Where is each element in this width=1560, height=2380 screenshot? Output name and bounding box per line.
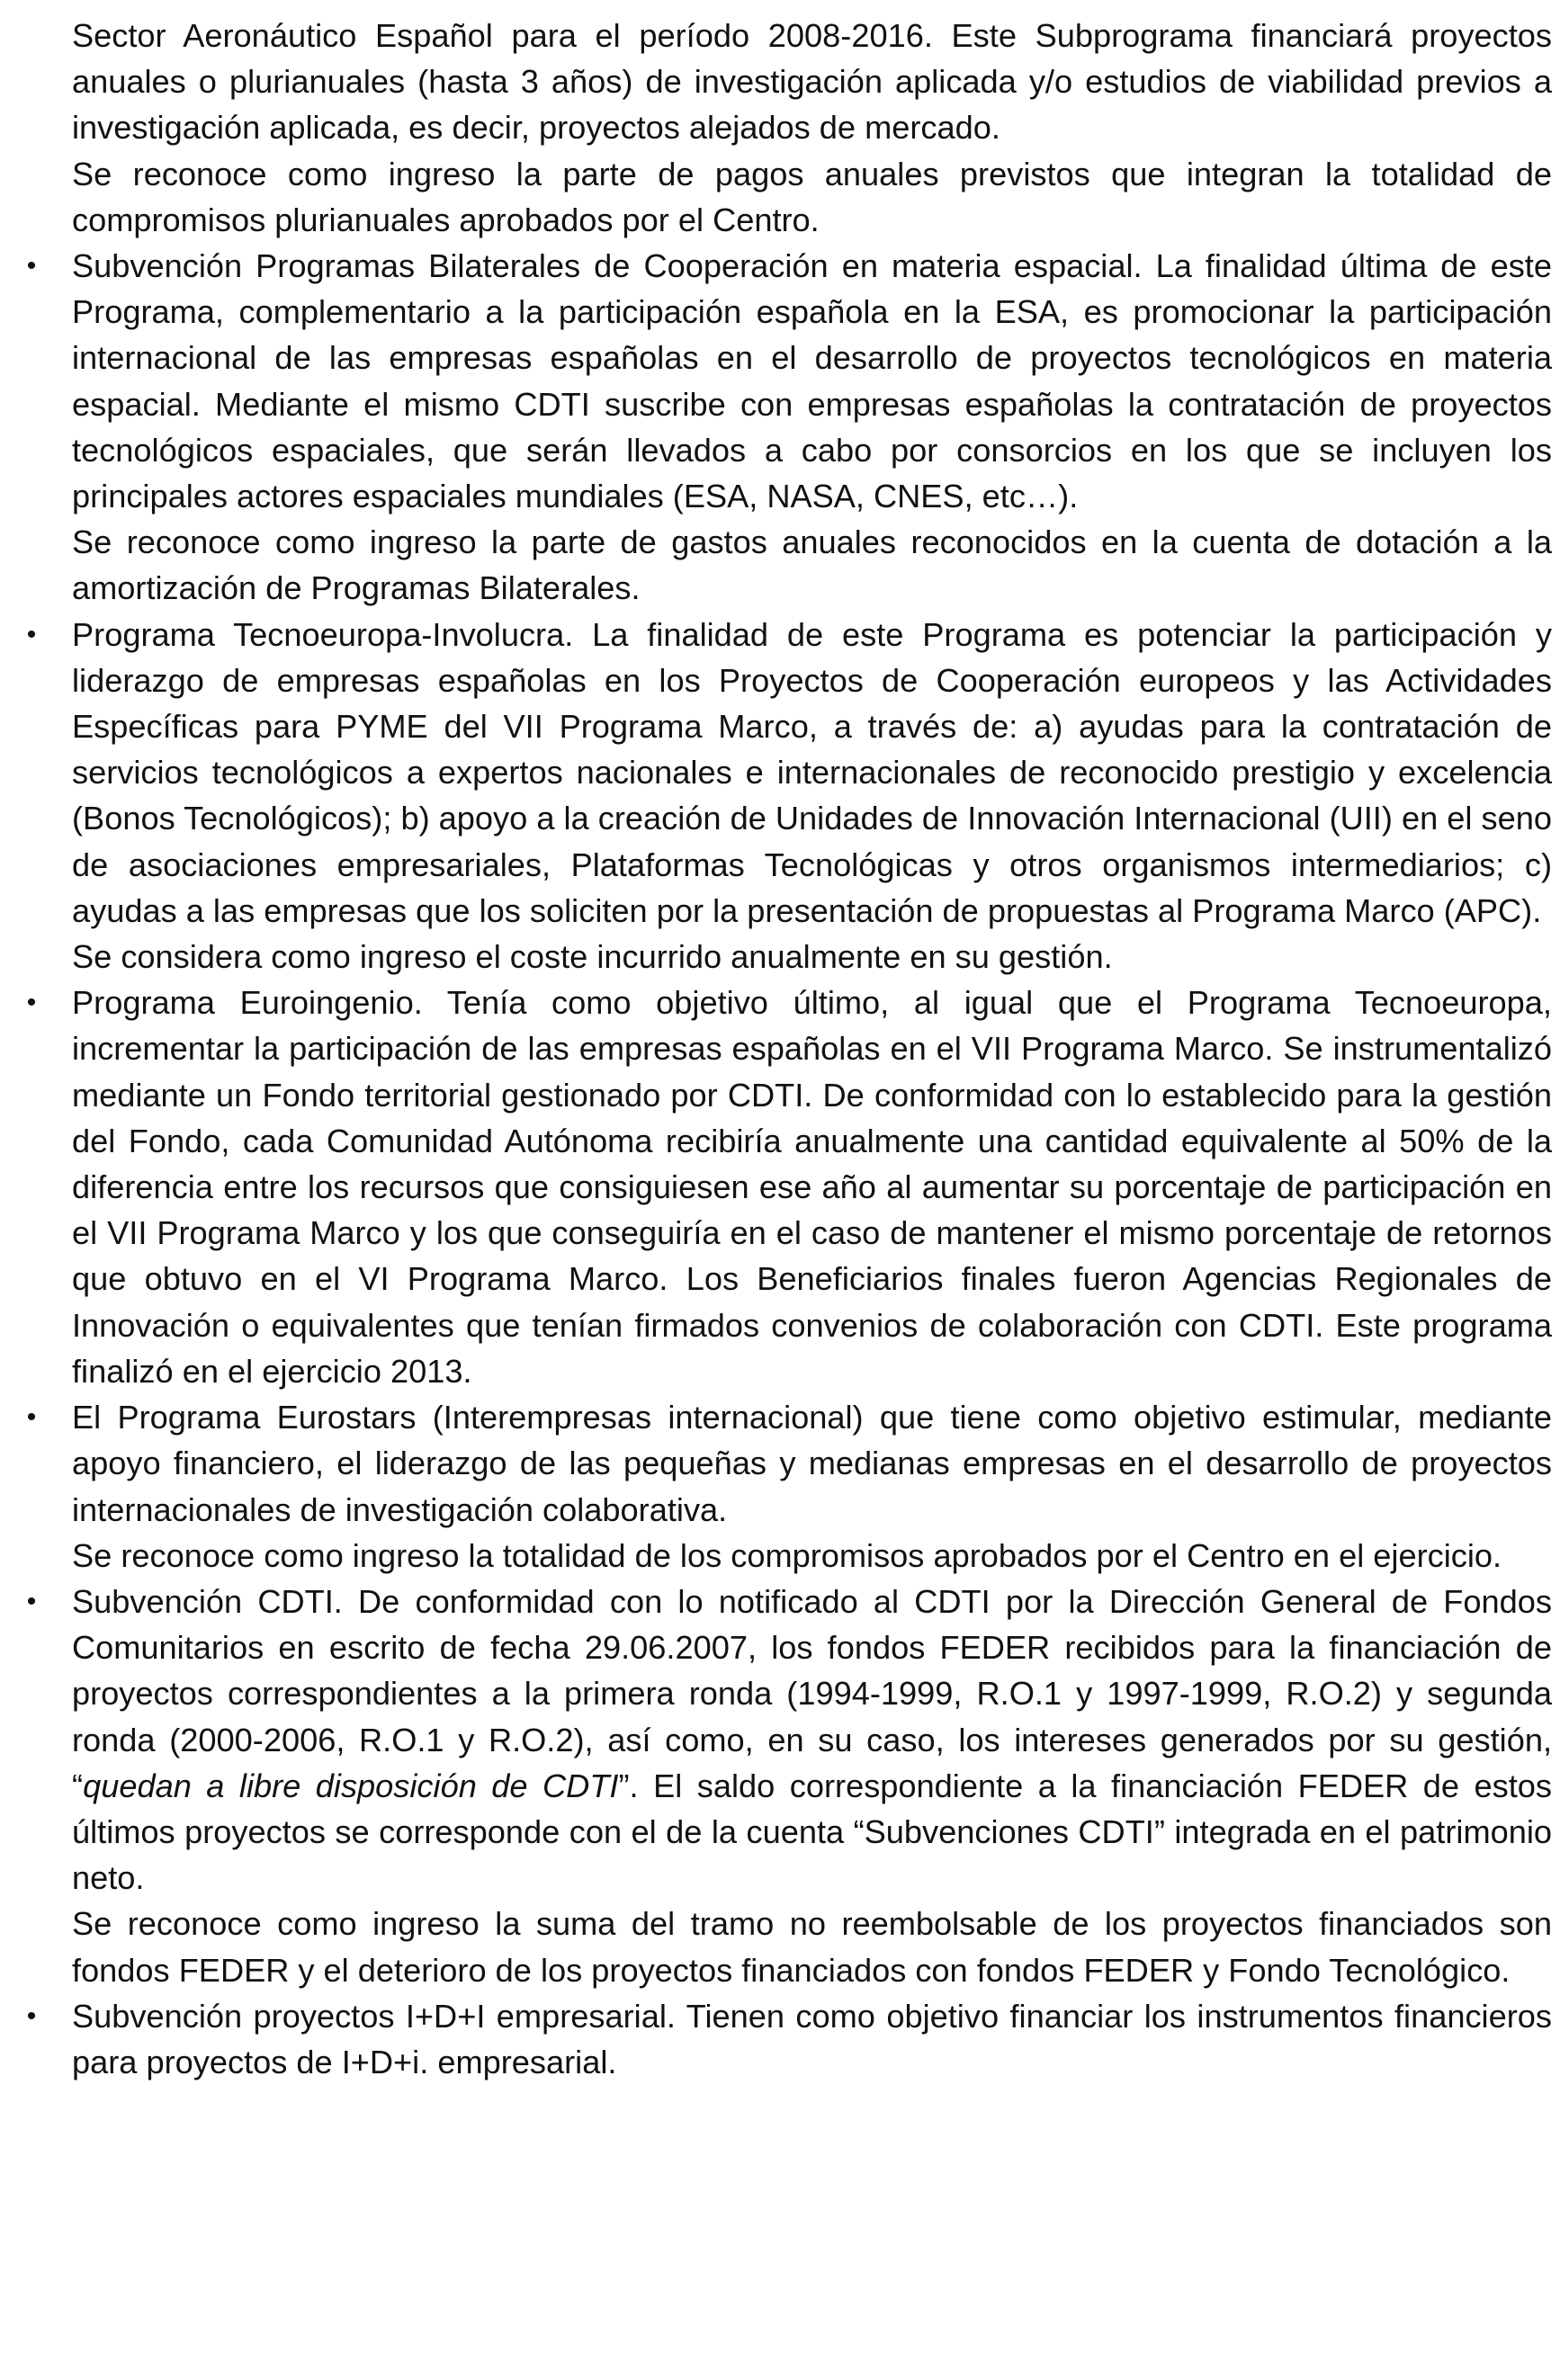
item-text: El Programa Eurostars (Interempresas internacional) que tiene como objetivo estimular, mediante apoyo financiero, el liderazgo de las pequeñas y medianas empresas en el desarrollo de proyectos internacionales de investigación colaborativa. bbox=[72, 1399, 1552, 1528]
document-page bbox=[26, 13, 1552, 2085]
intro-paragraph: Sector Aeronáutico Español para el período 2008-2016. Este Subprograma financiará proyectos anuales o plurianuales (hasta 3 años) de investigación aplicada y/o estudios de viabilidad previos a investigación aplicada, es decir, proyectos alejados de mercado. bbox=[72, 17, 1552, 147]
item-income-note: Se considera como ingreso el coste incurrido anualmente en su gestión. bbox=[72, 938, 1113, 976]
list-item-bilateral-programs bbox=[26, 243, 1552, 612]
list-item-subvencion-cdti bbox=[26, 1579, 1552, 1993]
item-text: Programa Tecnoeuropa-Involucra. La finalidad de este Programa es potenciar la participación y liderazgo de empresas españolas en los Proyectos de Cooperación europeos y las Actividades Específicas para PYME del VII Programa Marco, a través de: a) ayudas para la contratación de servicios tecnológicos a expertos nacionales e internacionales de reconocido prestigio y excelencia (Bonos Tecnológicos); b) apoyo a la creación de Unidades de Innovación Internacional (UII) en el seno de asociaciones empresariales, Plataformas Tecnológicas y otros organismos intermediarios; c) ayudas a las empresas que los soliciten por la presentación de propuestas al Programa Marco (APC). bbox=[72, 615, 1552, 929]
item-text: Programa Euroingenio. Tenía como objetivo último, al igual que el Programa Tecnoeuropa, incrementar la participación de las empresas españolas en el VII Programa Marco. Se instrumentalizó mediante un Fondo territorial gestionado por CDTI. De conformidad con lo establecido para la gestión del Fondo, cada Comunidad Autónoma recibiría anualmente una cantidad equivalente al 50% de la diferencia entre los recursos que consiguiesen ese año al aumentar su porcentaje de participación en el VII Programa Marco y los que conseguiría en el caso de mantener el mismo porcentaje de retornos que obtuvo en el VI Programa Marco. Los Beneficiarios finales fueron Agencias Regionales de Innovación o equivalentes que tenían firmados convenios de colaboración con CDTI. Este programa finalizó en el ejercicio 2013. bbox=[72, 984, 1552, 1390]
item-text-end: ”. El saldo correspondiente a la financiación FEDER de estos últimos proyectos se corresponde con el de la cuenta “Subvenciones CDTI” integrada en el patrimonio neto. bbox=[72, 1767, 1552, 1897]
intro-income-note: Se reconoce como ingreso la parte de pagos anuales previstos que integran la totalidad de compromisos plurianuales aprobados por el Centro. bbox=[72, 155, 1552, 238]
bullet-icon: • bbox=[26, 1586, 37, 1616]
item-text: Subvención Programas Bilaterales de Cooperación en materia espacial. La finalidad última de este Programa, complementario a la participación española en la ESA, es promocionar la participación internacional de las empresas españolas en el desarrollo de proyectos tecnológicos en materia espacial. Mediante el mismo CDTI suscribe con empresas españolas la contratación de proyectos tecnológicos espaciales, que serán llevados a cabo por consorcios en los que se incluyen los principales actores espaciales mundiales (ESA, NASA, CNES, etc…). bbox=[72, 247, 1552, 515]
list-item-tecnoeuropa bbox=[26, 612, 1552, 980]
bullet-icon: • bbox=[26, 988, 37, 1018]
list-item-euroingenio bbox=[26, 980, 1552, 1394]
italic-quote: quedan a libre disposición de CDTI bbox=[83, 1767, 619, 1804]
item-income-note: Se reconoce como ingreso la totalidad de los compromisos aprobados por el Centro en el ejercicio. bbox=[72, 1536, 1502, 1574]
list-item-idi-empresarial bbox=[26, 1993, 1552, 2085]
item-text-start: Subvención CDTI. De conformidad con lo notificado al CDTI por la Dirección General de Fondos Comunitarios en escrito de fecha 29.06.2007, los fondos FEDER recibidos para la financiación de proyectos correspondientes a la primera ronda (1994-1999, R.O.1 y 1997-1999, R.O.2) y segunda ronda (2000-2006, R.O.1 y R.O.2), así como, en su caso, los intereses generados por su gestión, “ bbox=[72, 1582, 1552, 1804]
bullet-icon: • bbox=[26, 2000, 37, 2031]
item-income-note: Se reconoce como ingreso la suma del tramo no reembolsable de los proyectos financiados son fondos FEDER y el deterioro de los proyectos financiados con fondos FEDER y Fondo Tecnológico. bbox=[72, 1905, 1552, 1989]
bullet-icon: • bbox=[26, 619, 37, 649]
item-text: Subvención proyectos I+D+I empresarial. Tienen como objetivo financiar los instrumentos financieros para proyectos de I+D+i. empresarial. bbox=[72, 1997, 1552, 2080]
list-item-eurostars bbox=[26, 1394, 1552, 1579]
bullet-icon: • bbox=[26, 251, 37, 282]
bullet-icon: • bbox=[26, 1402, 37, 1433]
item-income-note: Se reconoce como ingreso la parte de gastos anuales reconocidos en la cuenta de dotación a la amortización de Programas Bilaterales. bbox=[72, 523, 1552, 607]
item-text bbox=[72, 1579, 1552, 1901]
